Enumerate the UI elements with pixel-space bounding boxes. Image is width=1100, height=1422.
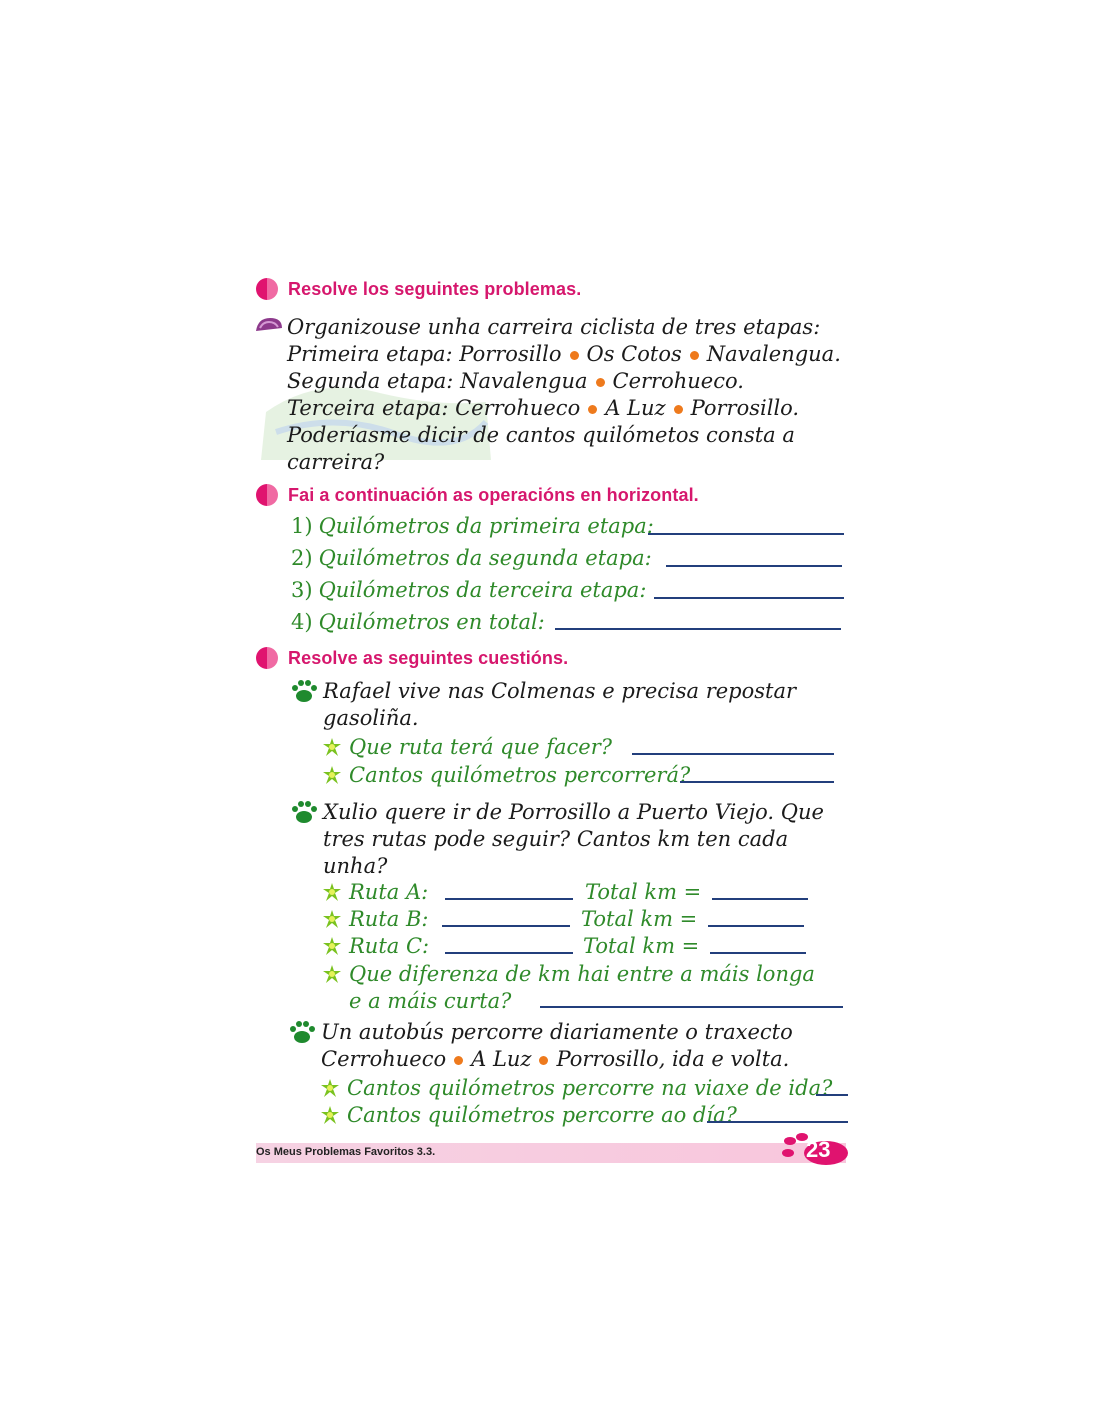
difference-blank[interactable] [540, 1006, 843, 1008]
route-b-total-label: Total km = [581, 907, 698, 931]
route-a: Ruta A: [323, 879, 428, 906]
section-1-heading: Resolve los seguintes problemas. [256, 278, 581, 300]
answer-blank-2[interactable] [666, 565, 842, 567]
question-2-line-3: unha? [323, 854, 388, 878]
stage-3-line: Terceira etapa: Cerrohueco A Luz Porrosillo. [287, 396, 800, 420]
route-a-blank[interactable] [445, 898, 573, 900]
bicycle-helmet-icon [254, 316, 284, 334]
orange-dot [570, 351, 579, 360]
problem-line-1: Organizouse unha carreira ciclista de tres etapas: [287, 315, 821, 339]
section-2-heading: Fai a continuación as operacións en horizontal. [256, 484, 699, 506]
section-3-heading: Resolve as seguintes cuestións. [256, 647, 568, 669]
green-star-icon [321, 1079, 339, 1097]
green-star-icon [323, 910, 341, 928]
question-2-line-2: tres rutas pode seguir? Cantos km ten cada [323, 827, 789, 851]
question-3-sub-1: Cantos quilómetros percorre na viaxe de ida? [321, 1075, 832, 1102]
question-1-line-1: Rafael vive nas Colmenas e precisa repostar [323, 679, 797, 703]
operation-item-1: 1) Quilómetros da primeira etapa: [291, 514, 654, 538]
answer-blank-q3b[interactable] [707, 1121, 848, 1123]
answer-blank-1[interactable] [648, 533, 844, 535]
green-star-icon [323, 883, 341, 901]
operation-item-2: 2) Quilómetros da segunda etapa: [291, 546, 652, 570]
difference-question-line-2: e a máis curta? [349, 989, 512, 1013]
route-c: Ruta C: [323, 933, 429, 960]
half-circle-bullet-icon [256, 278, 278, 300]
difference-question-line-1: Que diferenza de km hai entre a máis longa [323, 961, 815, 988]
question-1-sub-1: Que ruta terá que facer? [323, 734, 612, 761]
orange-dot [674, 405, 683, 414]
route-a-total-blank[interactable] [712, 898, 808, 900]
problem-line-3: carreira? [287, 450, 385, 474]
route-c-total-label: Total km = [583, 934, 700, 958]
green-star-icon [323, 766, 341, 784]
question-3-route-line: Cerrohueco A Luz Porrosillo, ida e volta. [321, 1047, 790, 1071]
green-paw-icon [289, 1020, 315, 1044]
orange-dot [539, 1056, 548, 1065]
question-1-sub-2: Cantos quilómetros percorrerá? [323, 762, 690, 789]
green-paw-icon [291, 679, 317, 703]
half-circle-bullet-icon [256, 484, 278, 506]
answer-blank-3[interactable] [654, 597, 844, 599]
answer-blank-4[interactable] [555, 628, 841, 630]
stage-1-line: Primeira etapa: Porrosillo Os Cotos Navalengua. [287, 342, 841, 366]
answer-blank-q1b[interactable] [680, 781, 834, 783]
answer-blank-q1a[interactable] [632, 753, 834, 755]
operation-item-4: 4) Quilómetros en total: [291, 610, 545, 634]
question-3-sub-2: Cantos quilómetros percorre ao día? [321, 1102, 737, 1129]
question-3-line-1: Un autobús percorre diariamente o traxecto [321, 1020, 793, 1044]
route-b: Ruta B: [323, 906, 428, 933]
orange-dot [690, 351, 699, 360]
green-star-icon [321, 1106, 339, 1124]
green-star-icon [323, 937, 341, 955]
stage-2-line: Segunda etapa: Navalengua Cerrohueco. [287, 369, 744, 393]
footer-book-title: Os Meus Problemas Favoritos 3.3. [256, 1146, 436, 1158]
problem-line-2: Poderíasme dicir de cantos quilómetos consta a [287, 423, 795, 447]
green-star-icon [323, 738, 341, 756]
half-circle-bullet-icon [256, 647, 278, 669]
operation-item-3: 3) Quilómetros da terceira etapa: [291, 578, 647, 602]
orange-dot [588, 405, 597, 414]
green-star-icon [323, 965, 341, 983]
route-b-blank[interactable] [442, 925, 570, 927]
route-c-total-blank[interactable] [710, 952, 806, 954]
route-c-blank[interactable] [445, 952, 573, 954]
page-number: 23 [806, 1137, 831, 1162]
question-2-line-1: Xulio quere ir de Porrosillo a Puerto Viejo. Que [323, 800, 824, 824]
answer-blank-q3a[interactable] [816, 1094, 848, 1096]
green-paw-icon [291, 800, 317, 824]
orange-dot [596, 378, 605, 387]
route-a-total-label: Total km = [585, 880, 702, 904]
route-b-total-blank[interactable] [708, 925, 804, 927]
orange-dot [454, 1056, 463, 1065]
question-1-line-2: gasoliña. [323, 706, 419, 730]
